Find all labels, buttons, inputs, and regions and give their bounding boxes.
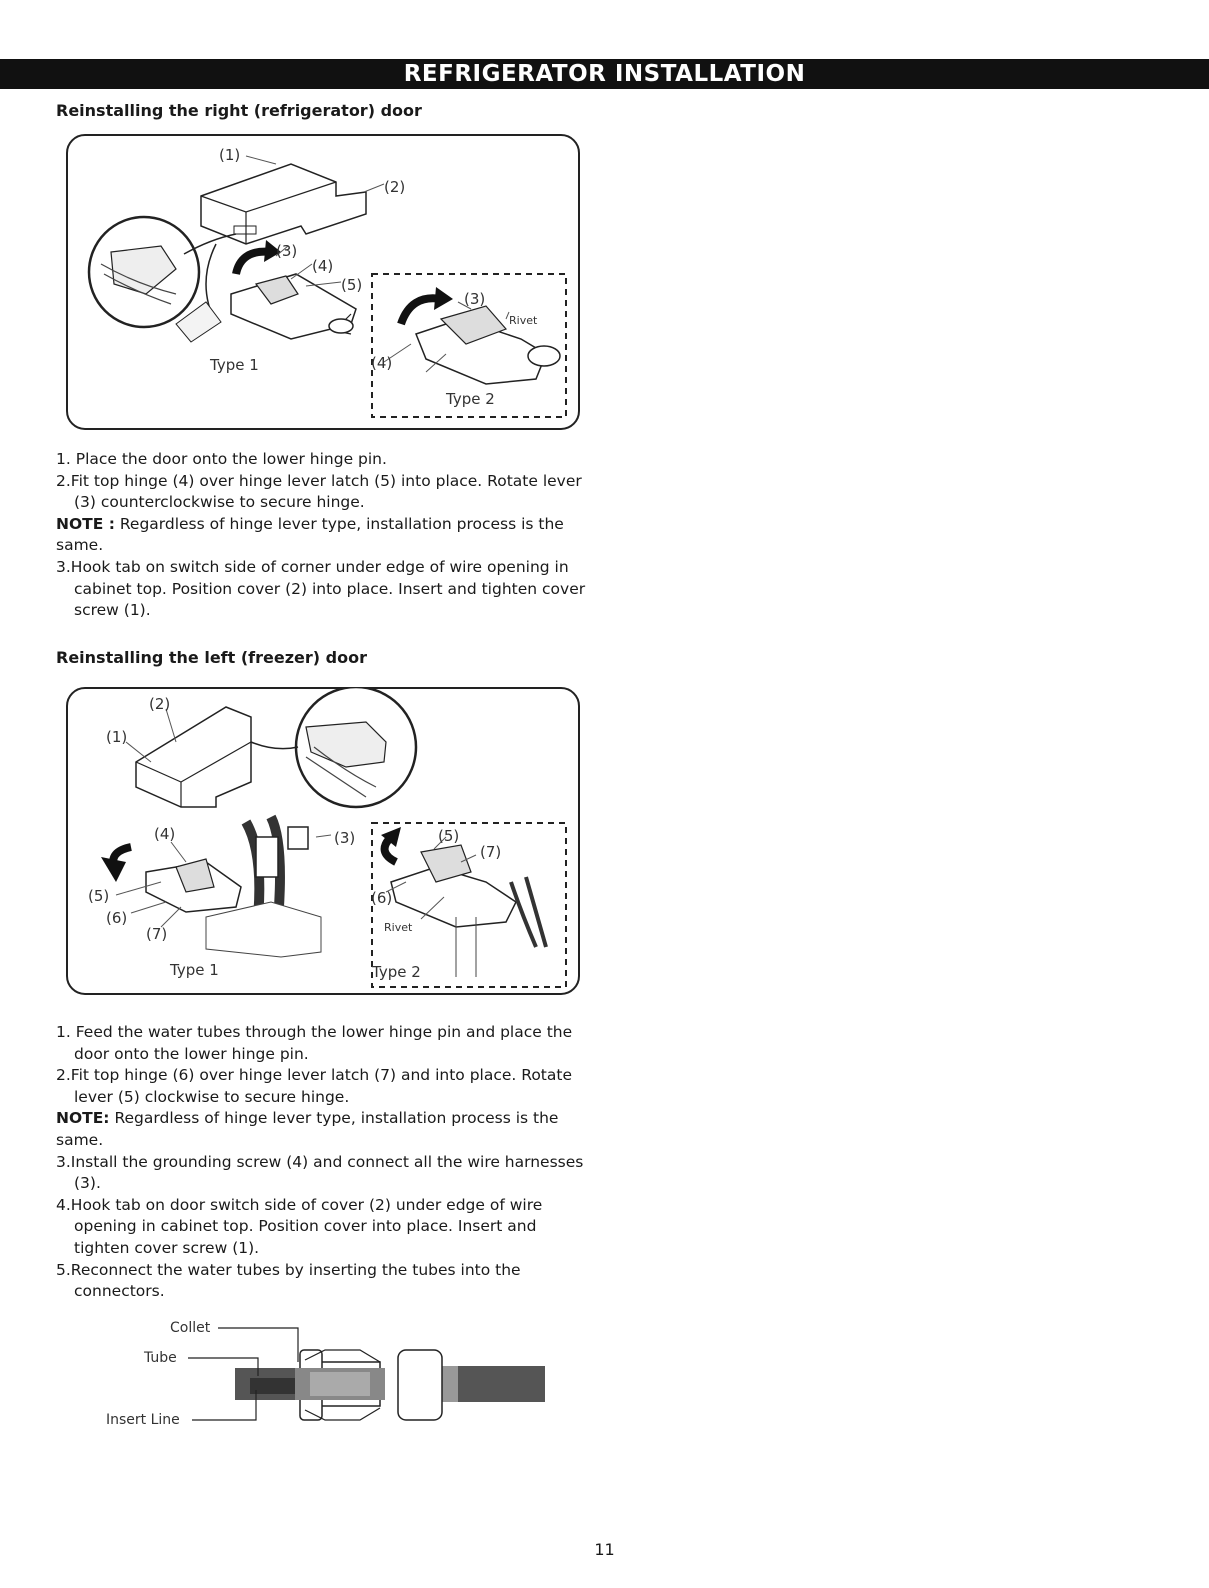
- fig1-label-3: (3): [276, 242, 298, 260]
- right-step-1: 1. Place the door onto the lower hinge pin.: [56, 450, 387, 468]
- left-step-5: 5.Reconnect the water tubes by inserting the tubes into the connectors.: [56, 1260, 521, 1301]
- tube-connector-diagram: [100, 1320, 550, 1430]
- fig2-type2-label-7: (7): [480, 843, 502, 861]
- left-note: [56, 1108, 596, 1151]
- left-note-text: Regardless of hinge lever type, installation process is the same.: [56, 1109, 559, 1149]
- fig1-label-1: (1): [219, 146, 241, 164]
- left-door-heading: Reinstalling the left (freezer) door: [56, 648, 367, 667]
- fig1-rivet-label: Rivet: [509, 314, 538, 327]
- left-door-steps: [56, 1022, 596, 1303]
- left-note-label: NOTE:: [56, 1109, 110, 1128]
- fig2-label-4: (4): [154, 825, 176, 843]
- fig1-label-5: (5): [341, 276, 363, 294]
- left-step-2: 2.Fit top hinge (6) over hinge lever latch (7) and into place. Rotate lever (5) clockwise to secure hinge.: [56, 1066, 572, 1106]
- section-banner: REFRIGERATOR INSTALLATION: [0, 59, 1209, 89]
- collet-label: Collet: [170, 1320, 211, 1336]
- fig2-type1-label: Type 1: [170, 961, 219, 979]
- right-door-figure: [66, 134, 580, 430]
- left-step-1: 1. Feed the water tubes through the lower hinge pin and place the door onto the lower hinge pin.: [56, 1023, 573, 1063]
- left-door-figure: [66, 687, 580, 997]
- left-step-3: 3.Install the grounding screw (4) and connect all the wire harnesses (3).: [56, 1152, 584, 1193]
- fig1-type1-label: Type 1: [210, 356, 259, 374]
- fig2-label-6: (6): [106, 909, 128, 927]
- right-door-steps: [56, 449, 596, 622]
- fig1-label-2: (2): [384, 178, 406, 196]
- fig2-label-1: (1): [106, 728, 128, 746]
- fig2-label-5: (5): [88, 887, 110, 905]
- right-note: [56, 514, 596, 557]
- page-number: 11: [594, 1540, 615, 1559]
- fig2-label-3: (3): [334, 829, 356, 847]
- right-step-2: 2.Fit top hinge (4) over hinge lever latch (5) into place. Rotate lever (3) counterclockwise to secure hinge.: [56, 471, 582, 512]
- fig1-type2-label: Type 2: [446, 390, 495, 408]
- right-note-label: NOTE :: [56, 514, 115, 533]
- insert-line-label: Insert Line: [106, 1412, 180, 1428]
- right-step-3: 3.Hook tab on switch side of corner under edge of wire opening in cabinet top. Position cover (2) into place. Insert and tighten cover screw (1).: [56, 557, 586, 620]
- fig2-label-7: (7): [146, 925, 168, 943]
- fig1-type2-label-3: (3): [464, 290, 486, 308]
- right-door-heading: Reinstalling the right (refrigerator) door: [56, 101, 422, 120]
- fig2-type2-label-6: (6): [371, 889, 393, 907]
- fig2-type2-label: Type 2: [372, 963, 421, 981]
- tube-label: Tube: [144, 1350, 177, 1366]
- fig2-label-2: (2): [149, 695, 171, 713]
- left-step-4: 4.Hook tab on door switch side of cover (2) under edge of wire opening in cabinet top. Position cover into place. Insert and tighten cover screw (1).: [56, 1195, 543, 1257]
- fig2-rivet-label: Rivet: [384, 921, 413, 934]
- right-note-text: Regardless of hinge lever type, installation process is the same.: [56, 514, 564, 555]
- fig1-type2-label-4: (4): [371, 354, 393, 372]
- fig1-label-4: (4): [312, 257, 334, 275]
- fig2-type2-label-5: (5): [438, 827, 460, 845]
